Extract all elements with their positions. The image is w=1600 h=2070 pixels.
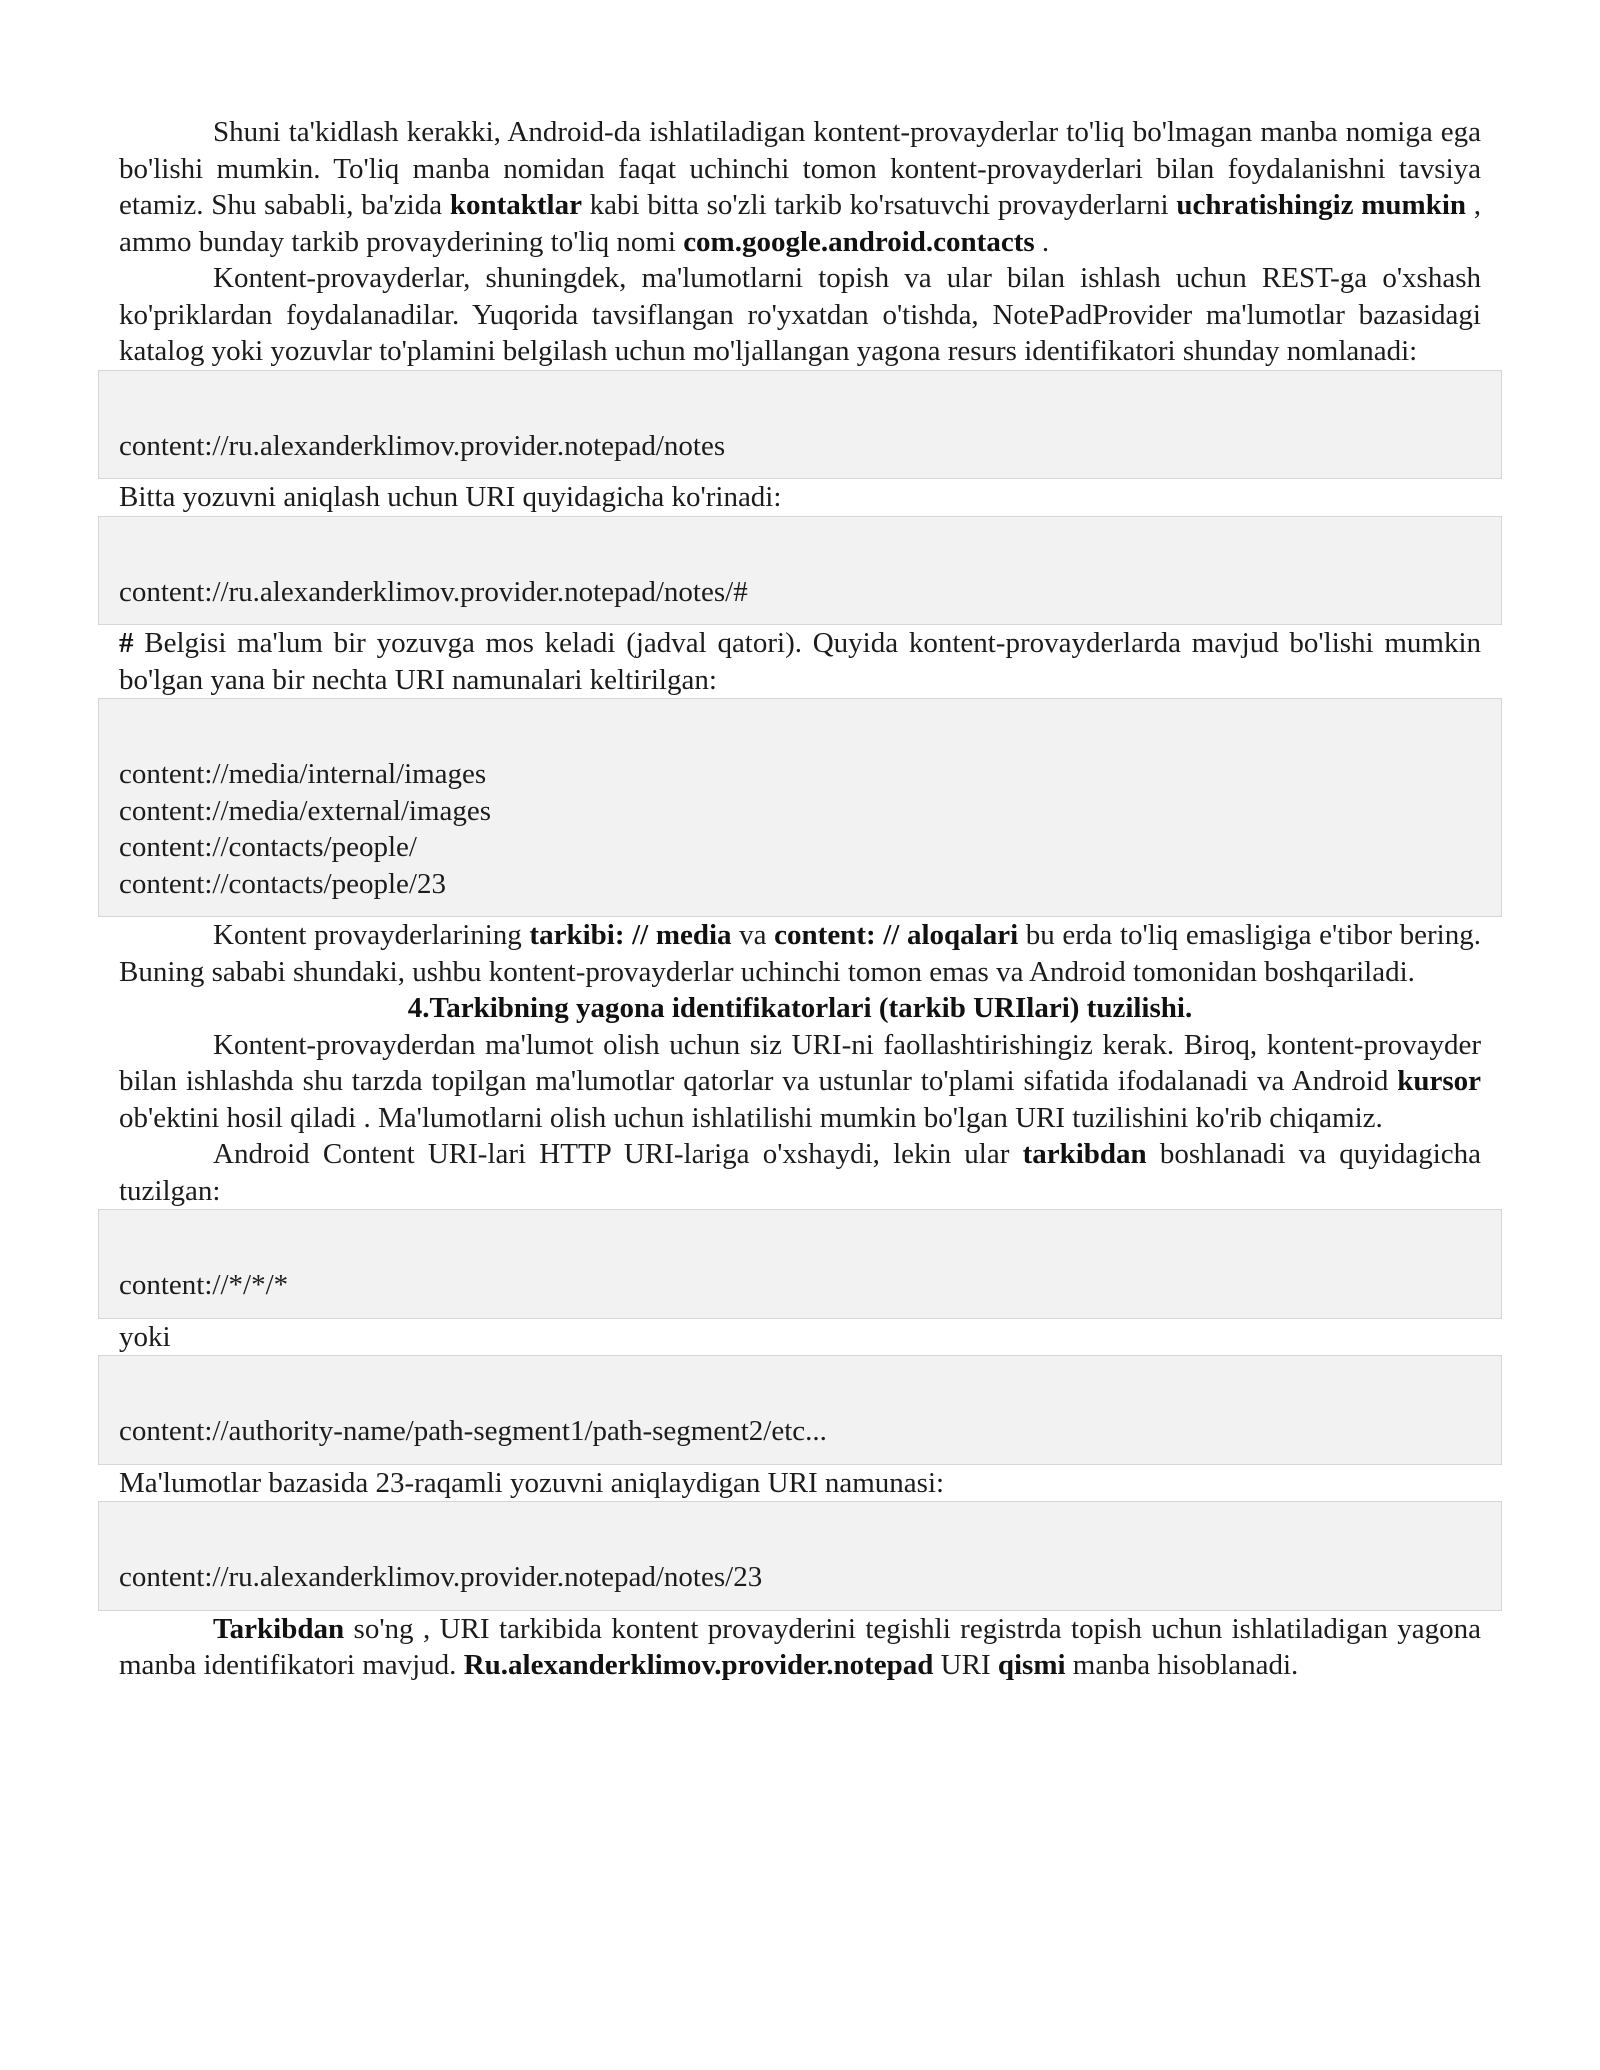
text: Kontent provayderlarining <box>213 919 530 951</box>
paragraph-authority <box>119 1611 1481 1684</box>
bold-term: kursor <box>1397 1065 1481 1097</box>
text: boshlanadi va quyidagicha tuzilgan: <box>119 1138 1482 1207</box>
bold-term: kontaktlar <box>449 189 582 221</box>
section-heading: 4.Tarkibning yagona identifikatorlari (tarkib URIlari) tuzilishi. <box>407 992 1193 1024</box>
paragraph-or: yoki <box>119 1320 171 1353</box>
text: kabi bitta so'zli tarkib ko'rsatuvchi provayderlarni <box>581 189 1177 221</box>
bold-term: tarkibi: // media <box>529 919 732 951</box>
text: ob'ektini hosil qiladi . Ma'lumotlarni olish uchun ishlatilishi mumkin bo'lgan URI tuzilishini ko'rib chiqamiz. <box>119 1101 1383 1134</box>
text: manba hisoblanadi. <box>1065 1649 1299 1681</box>
bold-term: uchratishingiz mumkin <box>1176 189 1467 221</box>
code-line: content://media/external/images <box>119 794 492 827</box>
bold-term: Ru.alexanderklimov.provider.notepad <box>463 1649 934 1681</box>
bold-term: qismi <box>997 1649 1066 1681</box>
paragraph-single-record: Bitta yozuvni aniqlash uchun URI quyidagicha ko'rinadi: <box>119 481 782 513</box>
bold-term: com.google.android.contacts <box>683 225 1035 258</box>
text: bu erda to'liq emasligiga e'tibor bering. Buning sababi shundaki, ushbu kontent-provayderlar uchinchi tomon emas va Android tomonidan boshqariladi. <box>119 919 1481 988</box>
code-line: content://ru.alexanderklimov.provider.notepad/notes <box>119 429 726 462</box>
bold-term: tarkibdan <box>1022 1138 1147 1170</box>
text: va <box>731 919 775 951</box>
code-block-record-uri <box>98 516 1502 626</box>
text: Belgisi ma'lum bir yozuvga mos keladi (jadval qatori). Quyida kontent-provayderlarda mavjud bo'lishi mumkin bo'lgan yana bir nechta URI namunalari keltirilgan: <box>119 627 1481 696</box>
code-line: content://ru.alexanderklimov.provider.notepad/notes/# <box>119 575 748 608</box>
text: Kontent-provayderdan ma'lumot olish uchun siz URI-ni faollashtirishingiz kerak. Biroq, kontent-provayder bilan ishlashda shu tarzda topilgan ma'lumotlar qatorlar va ustunlar to'plami sifatida ifodalanadi va Android <box>119 1028 1481 1097</box>
document-body <box>119 114 1481 1684</box>
code-line: content://contacts/people/23 <box>119 867 446 900</box>
text: . <box>1034 225 1050 258</box>
text: so'ng , URI tarkibida kontent provayderini tegishli registrda topish uchun ishlatiladigan yagona manba identifikatori mavjud. <box>119 1612 1481 1681</box>
code-line: content://*/*/* <box>119 1269 289 1301</box>
text: URI <box>933 1649 998 1681</box>
bold-term: content: // aloqalari <box>774 919 1019 951</box>
paragraph-incomplete-authorities <box>119 917 1481 990</box>
text: Android Content URI-lari HTTP URI-lariga o'xshaydi, lekin ular <box>213 1138 1023 1170</box>
text: Shuni ta'kidlash kerakki, Android-da ishlatiladigan kontent-provayderlar to'liq bo'lmagan manba nomiga ega bo'lishi mumkin. To'liq manba nomidan faqat uchinchi tomon kontent-provayderlari bilan foydalanishni tavsiya etamiz. Shu sababli, ba'zida <box>119 116 1481 221</box>
paragraph-rest-bridges: Kontent-provayderlar, shuningdek, ma'lumotlarni topish va ular bilan ishlash uchun REST-ga o'xshash ko'priklardan foydalanadilar. Yuqorida tavsiflangan ro'yxatdan o'tishda, NotePadProvider ma'lumotlar bazasidagi katalog yoki yozuvlar to'plamini belgilash uchun mo'ljallangan yagona resurs identifikatori shunday nomlanadi: <box>119 262 1481 367</box>
paragraph-content-uri-structure <box>119 1136 1481 1209</box>
bold-term: Tarkibdan <box>213 1612 345 1645</box>
paragraph-provider-names <box>119 114 1481 260</box>
code-line: content://ru.alexanderklimov.provider.notepad/notes/23 <box>119 1561 763 1593</box>
code-block-wildcard-uri <box>98 1209 1502 1319</box>
code-block-uri-examples <box>98 698 1502 917</box>
text: , ammo bunday tarkib provayderining to'liq nomi <box>119 189 1481 258</box>
code-line: content://media/internal/images <box>119 758 487 790</box>
paragraph-cursor <box>119 1027 1481 1137</box>
code-line: content://contacts/people/ <box>119 831 417 863</box>
code-block-authority-uri <box>98 1355 1502 1465</box>
code-block-record-23-uri <box>98 1501 1502 1611</box>
bold-term: # <box>119 627 134 659</box>
paragraph-hash-sign <box>119 625 1481 698</box>
paragraph-sample-uri: Ma'lumotlar bazasida 23-raqamli yozuvni aniqlaydigan URI namunasi: <box>119 1466 945 1499</box>
code-line: content://authority-name/path-segment1/path-segment2/etc... <box>119 1415 827 1447</box>
code-block-notes-uri <box>98 370 1502 480</box>
